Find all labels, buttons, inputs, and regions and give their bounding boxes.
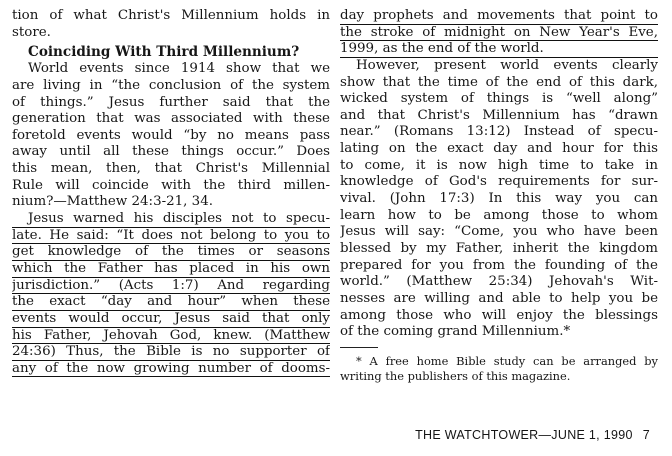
underlined-text-line: his Father, Jehovah God, knew. (Matthew: [12, 327, 330, 343]
text-line: tion of what Christ's Millennium holds in: [12, 8, 330, 23]
text-line: wicked system of things is “well along”: [340, 91, 658, 107]
text-line: store.: [12, 24, 51, 40]
text-line: Jesus will say: “Come, you who have been: [340, 224, 658, 240]
underlined-text-line: late. He said: “It does not belong to you to: [12, 227, 330, 243]
text-line: nium?—Matthew 24:3-21, 34.: [12, 194, 213, 210]
text-line: nesses are willing and able to help you be: [340, 290, 658, 306]
text-line: near.” (Romans 13:12) Instead of specu-: [340, 124, 658, 140]
text-line: away until all these things occur.” Does: [12, 144, 330, 160]
underlined-text-line: jurisdiction.” (Acts 1:7) And regarding: [12, 277, 330, 293]
text-line: and that Christ's Millennium has “drawn: [340, 107, 658, 123]
text-line: knowledge of God's requirements for sur-: [340, 174, 658, 190]
page-number: 7: [642, 428, 650, 442]
underlined-text-line: 24:36) Thus, the Bible is no supporter of: [12, 344, 330, 360]
underlined-text-line: any of the now growing number of dooms-: [12, 360, 330, 376]
underlined-text-line: day prophets and movements that point to: [340, 8, 658, 23]
underlined-text-line: 1999, as the end of the world.: [340, 41, 658, 58]
footnote-line: writing the publishers of this magazine.: [340, 368, 571, 383]
underlined-text-line: which the Father has placed in his own: [12, 260, 330, 276]
text-line: this mean, then, that Christ's Millennial: [12, 161, 330, 177]
publication-title: THE WATCHTOWER—JUNE 1, 1990: [415, 428, 633, 442]
text-line: of things.” Jesus further said that the: [12, 94, 330, 110]
text-line: are living in “the conclusion of the system: [12, 77, 330, 93]
text-line: However, present world events clearly: [356, 57, 658, 73]
text-line: World events since 1914 show that we: [28, 61, 330, 77]
underlined-text-line: events would occur, Jesus said that only: [12, 310, 330, 326]
left-column: [12, 8, 330, 377]
underlined-text-line: Jesus warned his disciples not to specu-: [12, 211, 330, 228]
text-line: of the coming grand Millennium.*: [340, 324, 571, 340]
underlined-text-line: the exact “day and hour” when these: [12, 294, 330, 310]
text-line: prepared for you from the founding of the: [340, 257, 658, 273]
footnote: [340, 354, 658, 384]
text-line: show that the time of the end of this dark,: [340, 74, 658, 90]
section-subheading: Coinciding With Third Millennium?: [28, 44, 300, 61]
text-line: among those who will enjoy the blessings: [340, 307, 658, 323]
text-line: generation that was associated with these: [12, 111, 330, 127]
right-column: [340, 8, 658, 384]
text-line: Rule will coincide with the third millen-: [12, 177, 330, 193]
text-line: blessed by my Father, inherit the kingdom: [340, 240, 658, 256]
footnote-line: * A free home Bible study can be arranged by: [356, 353, 658, 368]
underlined-text-line: the stroke of midnight on New Year's Eve,: [340, 24, 658, 40]
text-line: lating on the exact day and hour for this: [340, 141, 658, 157]
text-line: world.” (Matthew 25:34) Jehovah's Wit-: [340, 274, 658, 290]
text-line: vival. (John 17:3) In this way you can: [340, 191, 658, 207]
text-line: foretold events would “by no means pass: [12, 127, 330, 143]
footnote-divider: [340, 347, 378, 348]
text-line: learn how to be among those to whom: [340, 207, 658, 223]
text-line: to come, it is now high time to take in: [340, 157, 658, 173]
page-footer: [415, 428, 650, 442]
underlined-text-line: get knowledge of the times or seasons: [12, 244, 330, 260]
